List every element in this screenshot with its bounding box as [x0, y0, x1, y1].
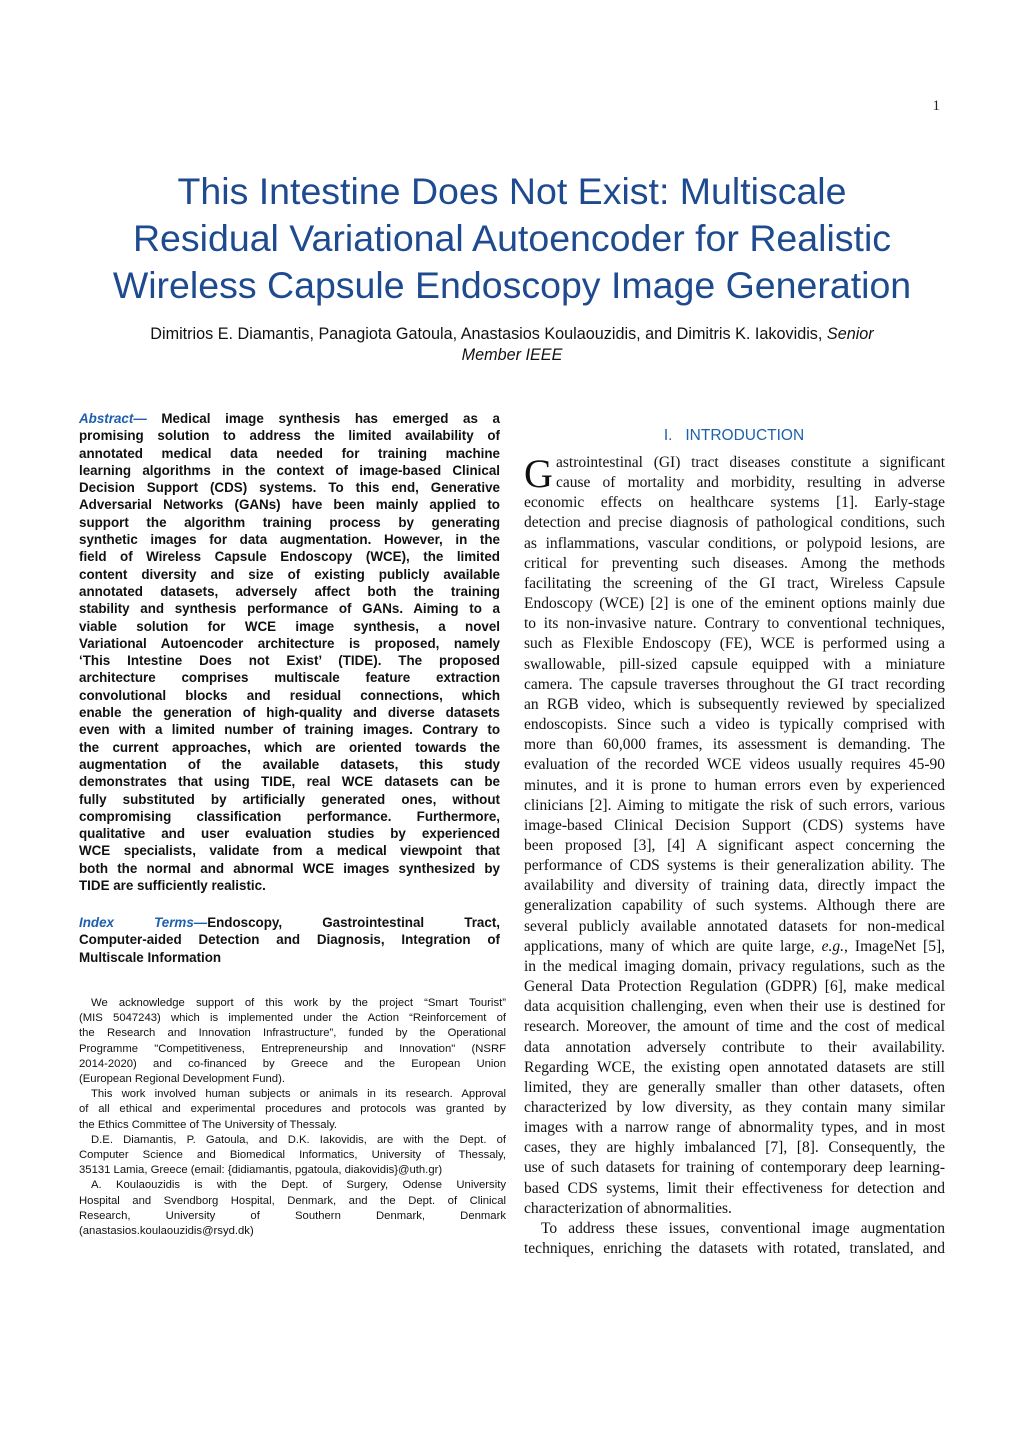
intro-line: use of such datasets for training of contemporary deep learning- [524, 1159, 945, 1177]
index-terms-text: Endoscopy, Gastrointestinal Tract, [207, 915, 500, 930]
intro-line: To address these issues, conventional image augmentation [541, 1219, 945, 1237]
intro-line: minutes, and it is prone to human errors even by experienced [524, 776, 945, 794]
intro-line: techniques, enriching the datasets with rotated, translated, and [524, 1240, 945, 1258]
index-terms-line: Multiscale Information [79, 949, 222, 965]
footnote [79, 996, 506, 1239]
footnote-line: Programme "Competitiveness, Entrepreneurship and Innovation" (NSRF [79, 1042, 506, 1055]
footnote-text: Research, University of Southern Denmark, [79, 1209, 425, 1222]
intro-line: in the medical imaging domain, privacy regulations, such as the [524, 957, 945, 975]
intro-line: images with a narrow range of abnormality types, and in most [524, 1119, 945, 1137]
page-number: 1 [932, 98, 940, 114]
footnote-line: This work involved human subjects or animals in its research. Approval [91, 1088, 506, 1101]
abstract-line: compromising classification performance. Furthermore, [79, 808, 500, 824]
abstract-line: ‘This Intestine Does not Exist’ (TIDE). The proposed [79, 653, 500, 669]
footnote-line: We acknowledge support of this work by the project “Smart Tourist” [91, 997, 506, 1009]
intro-line: data annotation adversely contribute to their availability. [524, 1038, 945, 1056]
intro-line: characterized by low diversity, as they contain many similar [524, 1099, 945, 1116]
intro-text: , ImageNet [5], [844, 937, 946, 955]
index-terms-dash: — [193, 915, 208, 930]
abstract-text: Medical image synthesis has emerged as a [161, 411, 500, 426]
intro-line: several publicly available annotated datasets for non-medical [524, 917, 945, 935]
abstract-line: fully substituted by artificially generated ones, without [79, 791, 500, 807]
intro-line: generalization capability of such systems. Although there are [524, 897, 945, 915]
author-line-2: Member IEEE [461, 346, 563, 364]
introduction-body [524, 453, 945, 1259]
abstract-line: demonstrates that using TIDE, real WCE datasets can be [79, 774, 500, 790]
intro-line: research. Moreover, the amount of time and the cost of medical [524, 1018, 945, 1036]
author-list [80, 324, 944, 366]
intro-line: been proposed [3], [4] A significant aspect concerning the [524, 836, 945, 854]
intro-line: an RGB video, which is subsequently reviewed by specialized [524, 695, 945, 713]
footnote-line: (anastasios.koulaouzidis@rsyd.dk) [79, 1225, 254, 1238]
intro-line: facilitating the screening of the GI tract, Wireless Capsule [524, 574, 945, 592]
intro-line: such as Flexible Endoscopy (FE), WCE is performed using a [524, 635, 945, 653]
intro-line: evaluation of the recorded WCE videos usually requires 45-90 [524, 756, 945, 774]
abstract-line: both the normal and abnormal WCE images synthesized by [79, 860, 500, 876]
abstract-label: Abstract [79, 411, 134, 426]
intro-line: endoscopists. Since such a video is typically comprised with [524, 716, 945, 734]
intro-text-italic: e.g. [821, 937, 845, 955]
abstract-line: content diversity and size of existing publicly available [79, 566, 500, 582]
intro-line: data acquisition challenging, even when their use is destined for [524, 998, 945, 1016]
abstract-line: synthetic images for data augmentation. However, in the [79, 532, 500, 548]
intro-line: critical for preventing such diseases. Among the methods [524, 554, 945, 572]
abstract-line: TIDE are sufficiently realistic. [79, 878, 266, 894]
drop-cap: G [524, 451, 553, 496]
title-line: This Intestine Does Not Exist: Multiscale [177, 170, 847, 212]
abstract-line: qualitative and user evaluation studies by experienced [79, 826, 500, 842]
author-rank: Senior [826, 325, 874, 343]
intro-line [524, 937, 945, 957]
intro-line: astrointestinal (GI) tract diseases constitute a significant [556, 454, 945, 471]
author-line-1 [80, 324, 944, 345]
section-heading: I. INTRODUCTION [663, 427, 805, 444]
abstract-line: convolutional blocks and residual connections, which [79, 687, 500, 703]
intro-line: limited, they are generally smaller than other datasets, often [524, 1078, 945, 1096]
intro-line: General Data Protection Regulation (GDPR) [6], make medical [524, 978, 945, 996]
footnote-line: the Research and Innovation Infrastructure”, funded by the Operational [79, 1027, 506, 1040]
intro-line: swallowable, pill-sized capsule equipped with a miniature [524, 655, 945, 673]
footnote-line: (European Regional Development Fund). [79, 1073, 285, 1086]
author-names: Dimitrios E. Diamantis, Panagiota Gatoula, Anastasios Koulaouzidis, and Dimitris K. Iakovidis, [150, 325, 827, 343]
footnote-line [79, 1209, 506, 1224]
abstract-line: architecture comprises multiscale feature extraction [79, 670, 500, 686]
abstract-line: annotated datasets, adversely affect both the training [79, 583, 500, 599]
footnote-line: of all ethical and experimental procedures and protocols was granted by [79, 1103, 506, 1116]
abstract-line: viable solution for WCE image synthesis, a novel [79, 618, 500, 634]
abstract-line: Variational Autoencoder architecture is proposed, namely [79, 635, 500, 651]
paper-title [60, 168, 964, 309]
footnote-line: Hospital and Svendborg Hospital, Denmark, and the Dept. of Clinical [79, 1194, 506, 1207]
index-terms [79, 914, 500, 966]
abstract-line: enable the generation of high-quality and diverse datasets [79, 705, 500, 721]
intro-line: detection and precise diagnosis of pathological conditions, such [524, 514, 945, 532]
abstract-line [79, 410, 500, 427]
abstract-dash: — [133, 411, 162, 426]
intro-line: as inflammations, vascular conditions, or polypoid lesions, are [524, 534, 945, 552]
footnote-text: Denmark [460, 1209, 506, 1222]
index-terms-line [79, 914, 500, 931]
footnote-line: 2014-2020) and co-financed by Greece and the European Union [79, 1057, 506, 1070]
index-terms-label: Index Terms [79, 915, 194, 930]
abstract [79, 410, 500, 894]
footnote-line: (MIS 5047243) which is implemented under the Action “Reinforcement of [79, 1012, 506, 1025]
title-line: Residual Variational Autoencoder for Realistic [132, 217, 892, 259]
intro-line: image-based Clinical Decision Support (CDS) systems have [524, 816, 945, 834]
intro-line: availability and diversity of training data, directly impact the [524, 877, 945, 895]
footnote-line: Computer Science and Biomedical Informatics, University of Thessaly, [79, 1149, 506, 1162]
abstract-line: annotated medical data needed for training machine [79, 445, 500, 461]
intro-line: Endoscopy (WCE) [2] is one of the eminent options mainly due [524, 595, 945, 613]
abstract-line: even with a limited number of training images. Contrary to [79, 722, 500, 738]
intro-line: clinicians [2]. Aiming to mitigate the risk of such errors, various [524, 796, 945, 814]
intro-line: Regarding WCE, the existing open annotated datasets are still [524, 1058, 945, 1076]
abstract-line: augmentation of the available datasets, this study [79, 756, 500, 772]
intro-line: more than 60,000 frames, its assessment is demanding. The [524, 736, 945, 754]
title-line: Wireless Capsule Endoscopy Image Generation [112, 264, 912, 306]
intro-line: camera. The capsule traverses throughout the GI tract recording [524, 675, 945, 693]
intro-line: performance of CDS systems is their generalization ability. The [524, 857, 945, 875]
footnote-line: D.E. Diamantis, P. Gatoula, and D.K. Iakovidis, are with the Dept. of [91, 1133, 506, 1146]
dropcap-block [524, 451, 945, 496]
abstract-line: Adversarial Networks (GANs) have been mainly applied to [79, 497, 500, 513]
footnote-line: the Ethics Committee of The University of Thessaly. [79, 1118, 338, 1131]
footnote-line: 35131 Lamia, Greece (email: {didiamantis, pgatoula, diakovidis}@uth.gr) [79, 1164, 443, 1177]
abstract-line: field of Wireless Capsule Endoscopy (WCE), the limited [79, 549, 500, 565]
footnote-line: A. Koulaouzidis is with the Dept. of Surgery, Odense University [91, 1179, 506, 1192]
intro-line: characterization of abnormalities. [524, 1199, 732, 1217]
abstract-line: WCE specialists, validate from a medical viewpoint that [79, 843, 500, 859]
abstract-line: the current approaches, which are oriented towards the [79, 739, 500, 755]
intro-line: based CDS systems, limit their effectiveness for detection and [524, 1179, 945, 1197]
index-terms-line: Computer-aided Detection and Diagnosis, Integration of [79, 932, 500, 948]
intro-line: cases, they are highly imbalanced [7], [8]. Consequently, the [524, 1139, 945, 1157]
abstract-line: stability and synthesis performance of GANs. Aiming to a [79, 601, 500, 617]
abstract-line: Decision Support (CDS) systems. To this end, Generative [79, 480, 500, 496]
intro-line: cause of mortality and morbidity, resulting in adverse [556, 474, 945, 492]
abstract-line: promising solution to address the limited availability of [79, 428, 500, 444]
abstract-line: learning algorithms in the context of image-based Clinical [79, 462, 500, 478]
abstract-line: support the algorithm training process by generating [79, 514, 500, 530]
intro-line: to its non-invasive nature. Contrary to conventional techniques, [524, 615, 945, 633]
intro-text: applications, many of which are quite large, [524, 937, 822, 955]
intro-line: economic effects on healthcare systems [1]. Early-stage [524, 494, 945, 512]
